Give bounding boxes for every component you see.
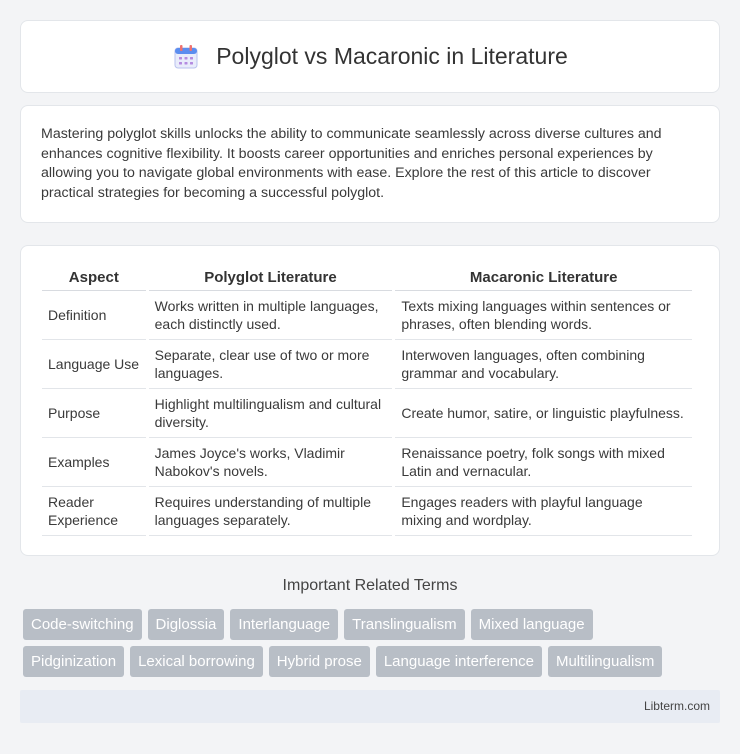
cell-polyglot: Works written in multiple languages, each distinctly used. — [149, 291, 393, 340]
comparison-table — [39, 264, 695, 536]
intro-card — [20, 105, 720, 223]
table-row — [42, 389, 692, 438]
tag-language-interference[interactable]: Language interference — [376, 646, 542, 677]
tag-lexical-borrowing[interactable]: Lexical borrowing — [130, 646, 263, 677]
cell-aspect: Definition — [42, 291, 146, 340]
cell-aspect: Examples — [42, 438, 146, 487]
header-aspect: Aspect — [42, 264, 146, 291]
related-terms-heading: Important Related Terms — [282, 577, 458, 594]
cell-polyglot: Requires understanding of multiple languages separately. — [149, 487, 393, 536]
comparison-card — [20, 245, 720, 556]
table-header-row — [42, 264, 692, 291]
footer — [20, 690, 720, 723]
cell-aspect: Reader Experience — [42, 487, 146, 536]
tag-pidginization[interactable]: Pidginization — [23, 646, 124, 677]
tag-row — [23, 609, 723, 640]
tag-multilingualism[interactable]: Multilingualism — [548, 646, 662, 677]
tag-diglossia[interactable]: Diglossia — [148, 609, 225, 640]
tag-interlanguage[interactable]: Interlanguage — [230, 609, 338, 640]
tag-hybrid-prose[interactable]: Hybrid prose — [269, 646, 370, 677]
cell-polyglot: Separate, clear use of two or more languages. — [149, 340, 393, 389]
header-card — [20, 20, 720, 93]
tag-mixed-language[interactable]: Mixed language — [471, 609, 593, 640]
header-polyglot: Polyglot Literature — [149, 264, 393, 291]
table-row — [42, 291, 692, 340]
cell-macaronic: Renaissance poetry, folk songs with mixed Latin and vernacular. — [395, 438, 692, 487]
footer-site-link[interactable]: Libterm.com — [643, 699, 710, 713]
calendar-icon — [172, 43, 200, 71]
cell-macaronic: Engages readers with playful language mixing and wordplay. — [395, 487, 692, 536]
cell-macaronic: Texts mixing languages within sentences or phrases, often blending words. — [395, 291, 692, 340]
tag-code-switching[interactable]: Code-switching — [23, 609, 142, 640]
header-macaronic: Macaronic Literature — [395, 264, 692, 291]
cell-macaronic: Create humor, satire, or linguistic playfulness. — [395, 389, 692, 438]
intro-text: Mastering polyglot skills unlocks the ability to communicate seamlessly across diverse cultures and enhances cognitive flexibility. It boosts career opportunities and enriches personal experiences by allowing you to navigate global environments with ease. Explore the rest of this article to discover practical strategies for becoming a successful polyglot. — [41, 126, 662, 201]
table-row — [42, 340, 692, 389]
related-terms-list — [23, 609, 723, 683]
table-row — [42, 487, 692, 536]
table-row — [42, 438, 692, 487]
tag-translingualism[interactable]: Translingualism — [344, 609, 464, 640]
cell-aspect: Language Use — [42, 340, 146, 389]
page-title: Polyglot vs Macaronic in Literature — [216, 43, 568, 69]
tag-row — [23, 646, 723, 677]
cell-polyglot: James Joyce's works, Vladimir Nabokov's novels. — [149, 438, 393, 487]
cell-macaronic: Interwoven languages, often combining grammar and vocabulary. — [395, 340, 692, 389]
cell-aspect: Purpose — [42, 389, 146, 438]
cell-polyglot: Highlight multilingualism and cultural diversity. — [149, 389, 393, 438]
